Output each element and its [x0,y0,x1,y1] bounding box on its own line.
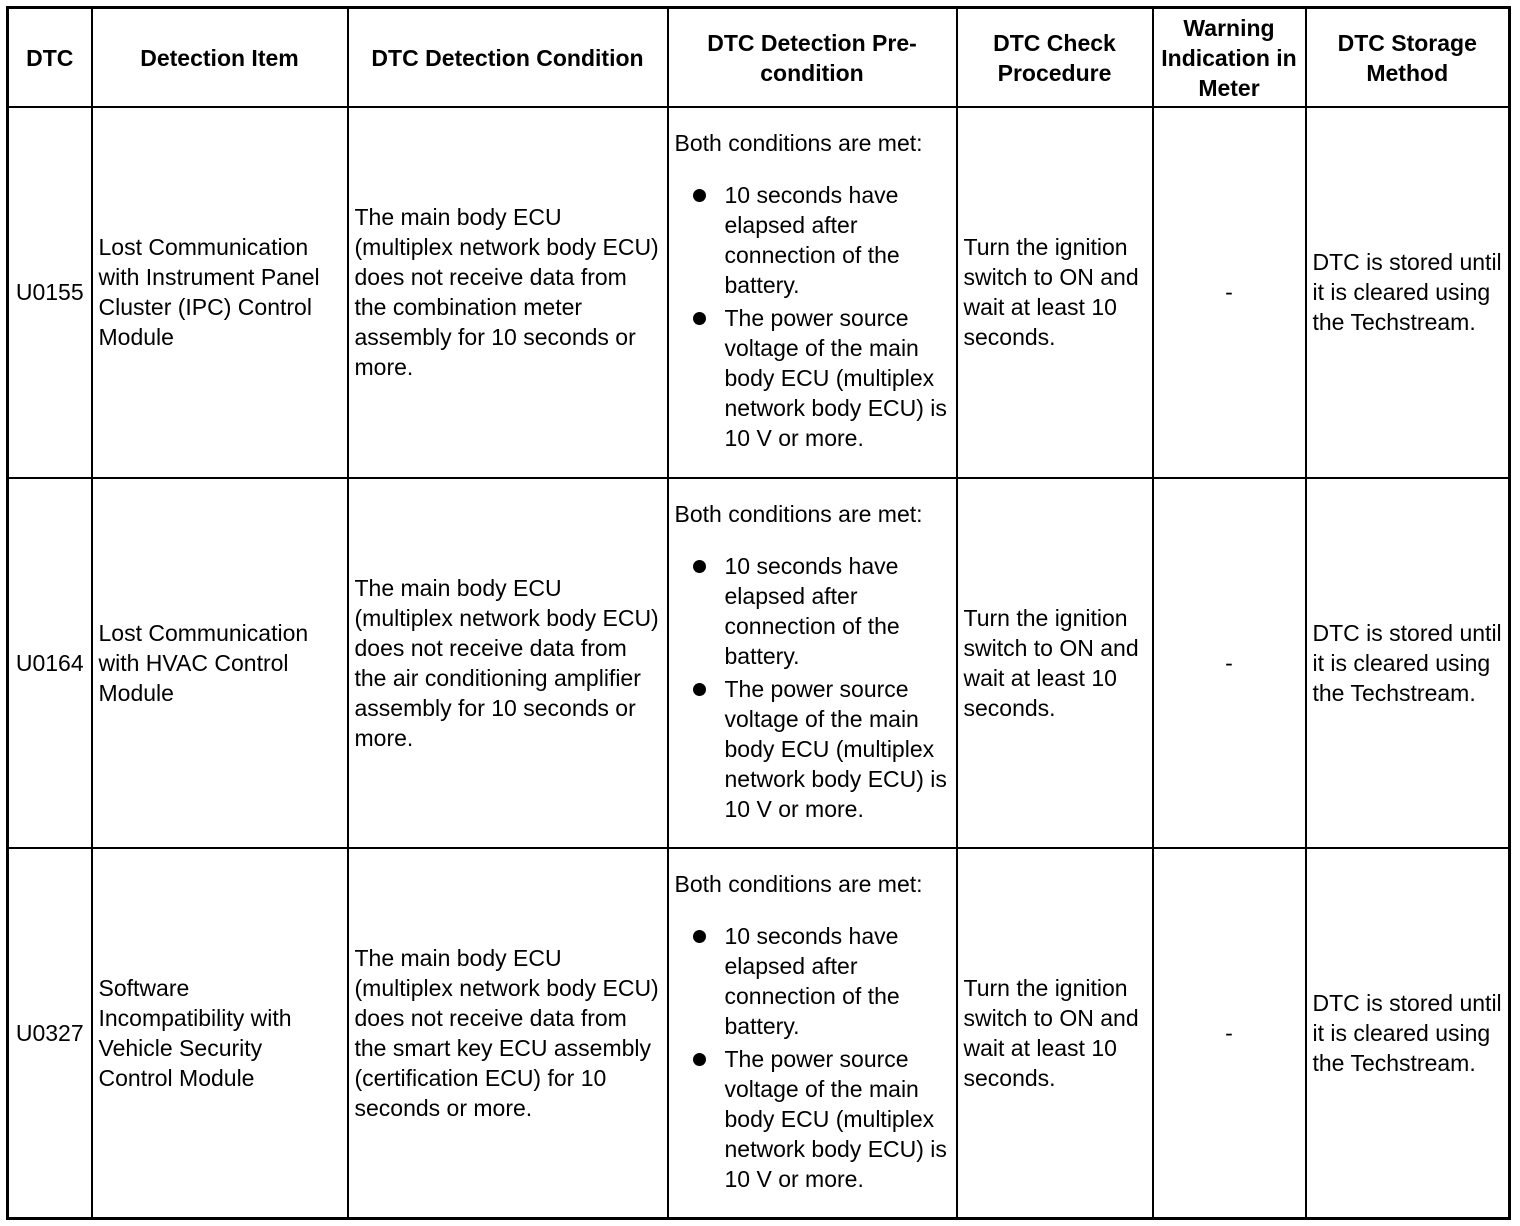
list-item [675,180,950,300]
storage-method: DTC is stored until it is cleared using the Techstream. [1306,848,1510,1219]
detection-condition: The main body ECU (multiplex network body ECU) does not receive data from the combination meter assembly for 10 seconds or more. [348,107,668,478]
dtc-table [6,6,1511,1220]
precondition-text: 10 seconds have elapsed after connection of the battery. [724,552,900,669]
storage-method: DTC is stored until it is cleared using the Techstream. [1306,107,1510,478]
detection-item: Lost Communication with Instrument Panel Cluster (IPC) Control Module [92,107,348,478]
bullet-icon [693,683,706,696]
precondition-list [675,921,950,1194]
list-item [675,921,950,1041]
warning-indication: - [1153,107,1306,478]
dtc-code: U0327 [8,848,92,1219]
bullet-icon [693,560,706,573]
precondition-heading: Both conditions are met: [674,871,923,897]
warning-indication: - [1153,478,1306,849]
table-header-row [8,8,1510,108]
list-item [675,674,950,824]
header-detection-item: Detection Item [92,8,348,108]
bullet-icon [693,189,706,202]
precondition-text: 10 seconds have elapsed after connection of the battery. [724,923,900,1039]
precondition-list [675,180,950,453]
detection-precondition [668,848,957,1219]
detection-precondition [668,107,957,478]
bullet-icon [693,312,706,325]
table-row [8,848,1510,1219]
header-warning-indication: Warning Indication in Meter [1153,8,1306,108]
detection-condition: The main body ECU (multiplex network body ECU) does not receive data from the air conditioning amplifier assembly for 10 seconds or more. [348,478,668,849]
check-procedure: Turn the ignition switch to ON and wait at least 10 seconds. [957,848,1153,1219]
check-procedure: Turn the ignition switch to ON and wait at least 10 seconds. [957,478,1153,849]
precondition-heading: Both conditions are met: [674,130,923,157]
table-row [8,478,1510,849]
detection-item: Lost Communication with HVAC Control Module [92,478,348,849]
precondition-text: The power source voltage of the main body ECU (multiplex network body ECU) is 10 V or more. [724,305,947,452]
table-row [8,107,1510,478]
list-item [675,303,950,453]
header-detection-condition: DTC Detection Condition [348,8,668,108]
detection-condition: The main body ECU (multiplex network body ECU) does not receive data from the smart key ECU assembly (certification ECU) for 10 seconds or more. [348,848,668,1219]
bullet-icon [693,930,706,943]
list-item [675,551,950,671]
header-storage-method: DTC Storage Method [1306,8,1510,108]
precondition-text: 10 seconds have elapsed after connection of the battery. [724,182,900,299]
warning-indication: - [1153,848,1306,1219]
header-detection-precondition: DTC Detection Pre-condition [668,8,957,108]
precondition-text: The power source voltage of the main body ECU (multiplex network body ECU) is 10 V or more. [724,675,947,822]
dtc-code: U0164 [8,478,92,849]
detection-precondition [668,478,957,849]
detection-item: Software Incompatibility with Vehicle Security Control Module [92,848,348,1219]
precondition-heading: Both conditions are met: [674,500,923,527]
header-check-procedure: DTC Check Procedure [957,8,1153,108]
precondition-text: The power source voltage of the main body ECU (multiplex network body ECU) is 10 V or more. [724,1046,947,1192]
list-item [675,1044,950,1194]
precondition-list [675,551,950,824]
header-dtc: DTC [8,8,92,108]
storage-method: DTC is stored until it is cleared using the Techstream. [1306,478,1510,849]
check-procedure: Turn the ignition switch to ON and wait at least 10 seconds. [957,107,1153,478]
dtc-code: U0155 [8,107,92,478]
bullet-icon [693,1053,706,1066]
